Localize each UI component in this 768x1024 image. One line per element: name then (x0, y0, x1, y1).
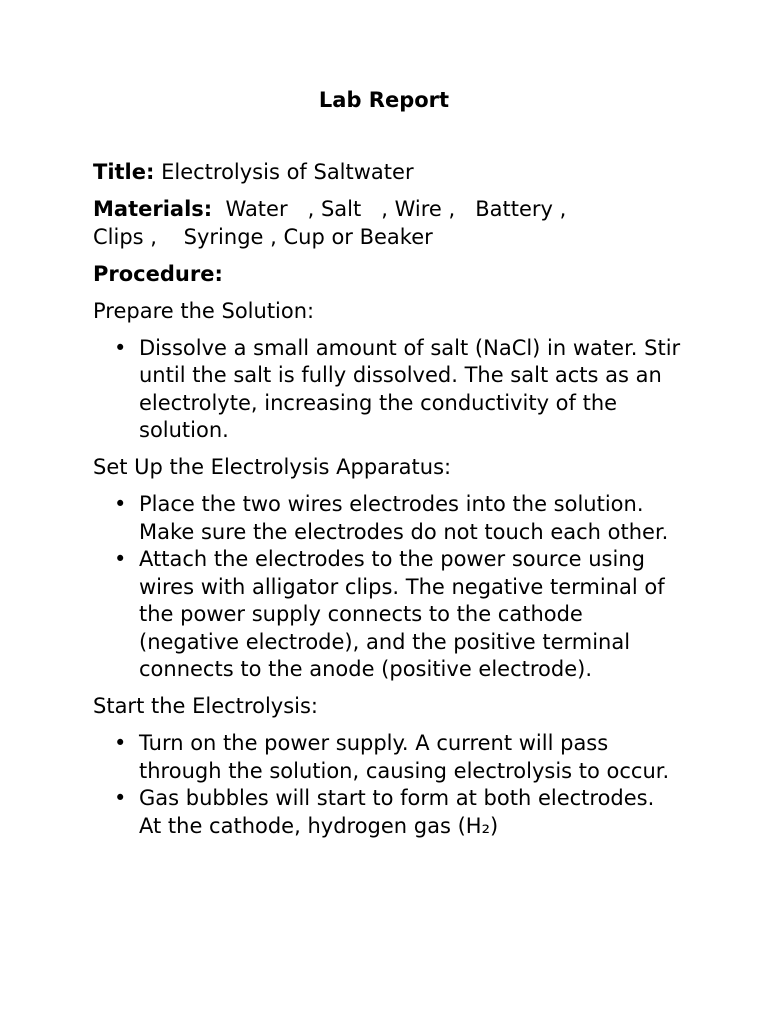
section-heading-setup: Set Up the Electrolysis Apparatus: (93, 455, 452, 479)
bullet-list-prepare (93, 335, 683, 445)
section-heading-start: Start the Electrolysis: (93, 694, 318, 718)
bullet-list-setup (93, 491, 683, 684)
bullet-icon: • (114, 786, 127, 810)
document-heading: Lab Report (318, 88, 450, 112)
bullet-list-start (93, 730, 683, 840)
document-body (93, 159, 683, 850)
list-item-text: Turn on the power supply. A current will pass through the solution, causing electrolysis to occur. (139, 731, 670, 783)
bullet-icon: • (114, 335, 127, 360)
materials-line-1: Water , Salt , Wire , Battery , (212, 197, 567, 221)
bullet-icon: • (114, 731, 127, 755)
section-heading-prepare: Prepare the Solution: (93, 298, 315, 323)
procedure-paragraph (93, 261, 683, 289)
procedure-label: Procedure: (93, 261, 223, 286)
list-item (93, 335, 683, 445)
list-item-text: Dissolve a small amount of salt (NaCl) in water. Stir until the salt is fully dissolved. The salt acts as an electrolyte, increasing the conductivity of the solution. (139, 335, 681, 442)
list-item (93, 491, 683, 546)
materials-paragraph (93, 196, 683, 251)
list-item-text: Gas bubbles will start to form at both electrodes. At the cathode, hydrogen gas (H₂) (139, 786, 655, 838)
list-item (93, 785, 683, 840)
list-item (93, 730, 683, 785)
list-item-text: Place the two wires electrodes into the solution. Make sure the electrodes do not touch each other. (139, 492, 669, 544)
list-item (93, 546, 683, 684)
title-label: Title: (93, 160, 155, 184)
bullet-icon: • (114, 492, 127, 516)
materials-line-2: Clips , Syringe , Cup or Beaker (93, 224, 433, 249)
title-value: Electrolysis of Saltwater (161, 160, 414, 184)
list-item-text: Attach the electrodes to the power source using wires with alligator clips. The negative terminal of the power supply connects to the cathode (negative electrode), and the positive terminal connects to the anode (positive electrode). (139, 547, 665, 681)
materials-label: Materials: (93, 197, 213, 221)
bullet-icon: • (114, 547, 127, 571)
title-paragraph (93, 159, 683, 187)
